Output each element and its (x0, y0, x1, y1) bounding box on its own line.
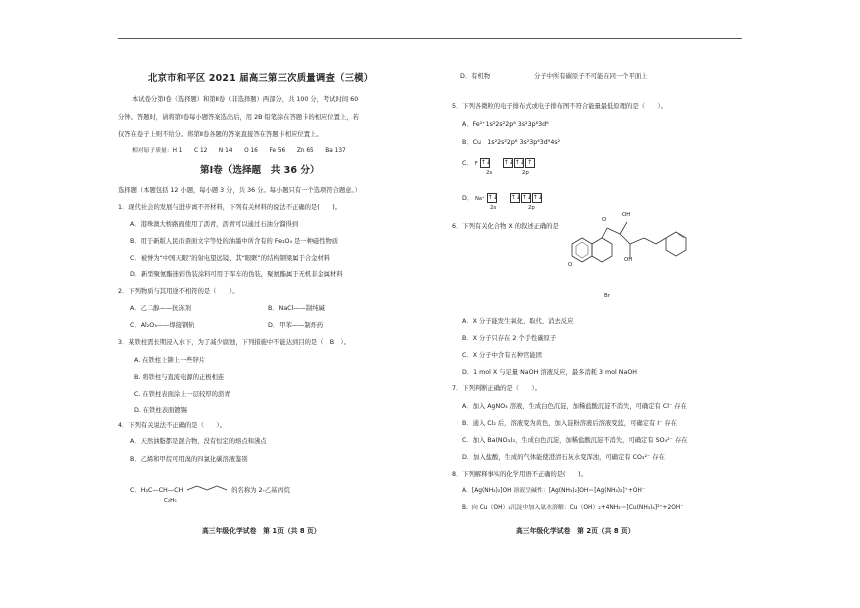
q5-stem: 5．下列各微粒的电子排布式或电子排布图不符合能量最低原理的是（ ）。 (452, 103, 667, 110)
q5-d-2p-box-3: ↑↓ (532, 194, 543, 201)
q8-stem: 8．下列解释事实的化学用语不正确的是( )。 (452, 471, 587, 478)
section-instructions: 选择题（本题包括 12 小题，每小题 3 分，共 36 分。每小题只有一个选项符合题意。） (118, 187, 361, 194)
q5-c-2p-box-2: ↑↓ (514, 159, 525, 166)
section-title: 第Ⅰ卷（选择题 共 36 分） (200, 165, 320, 176)
q5-d-2p-box-1: ↑↓ (510, 194, 521, 201)
intro-line-3: 仅答在卷子上则不给分。将第Ⅱ卷各题的答案直接答在答题卡相应位置上。 (118, 131, 323, 138)
q8-option-b: B．向 Cu（OH）₂沉淀中加入氨水溶解：Cu（OH）₂+4NH₃＝[Cu(NH₃)₄]²⁺+2OH⁻ (462, 505, 684, 511)
footer-page-1: 高三年级化学试卷 第 1页（共 8 页） (202, 527, 321, 535)
q3-option-a: A. 在铁柱上铆上一些锌片 (134, 357, 206, 364)
q6-label-oh-2: OH (624, 257, 633, 263)
footer-page-2: 高三年级化学试卷 第 2页（共 8 页） (516, 527, 635, 535)
q3-option-d: D. 在铁柱表面镀锡 (134, 407, 187, 414)
q5-option-d (462, 193, 543, 203)
q6-structure-icon (552, 212, 712, 274)
q5-c-2s-label: 2s (486, 170, 493, 176)
q5-option-c (462, 158, 536, 168)
q7-option-b: B．通入 Cl₂ 后，溶液变为黄色，加入淀粉溶液后溶液变蓝，可确定有 I⁻ 存在 (462, 420, 678, 427)
top-rule (118, 38, 742, 39)
q5-c-2s-box: ↑↓ (480, 159, 491, 166)
q4-option-c (130, 483, 290, 497)
q4-c-chain-icon (185, 483, 229, 497)
q5-option-a: A．Fe²⁺1s²2s²2p⁶ 3s²3p⁶3d⁶ (462, 121, 549, 128)
q7-option-a: A．加入 AgNO₃ 溶液，生成白色沉淀，加稀盐酸沉淀不消失，可确定有 Cl⁻ 存在 (462, 403, 687, 410)
q8-option-a: A．[Ag(NH₃)₂]OH 溶液呈碱性：[Ag(NH₃)₂]OH＝[Ag(NH₃)₂]⁺+OH⁻ (462, 488, 645, 494)
exam-title: 北京市和平区 2021 届高三第三次质量调查（三模） (148, 73, 374, 84)
q5-c-label: C． (462, 160, 473, 167)
intro-line-1: 本试卷分第Ⅰ卷（选择题）和第Ⅱ卷（非选择题）两部分，共 100 分，考试时间 60 (132, 96, 359, 103)
q6-option-d: D．1 mol X 与足量 NaOH 溶液反应，最多消耗 3 mol NaOH (462, 369, 638, 376)
q4-c-substituent: C₂H₅ (164, 498, 177, 504)
q1-stem: 1．现代社会的发展与进步离不开材料，下列有关材料的说法不正确的是( )。 (118, 204, 342, 211)
q6-option-a: A．X 分子能发生氧化、取代、消去反应 (462, 318, 574, 325)
q2-stem: 2．下列物质与其用途不相符的是（ ）。 (118, 288, 239, 295)
q5-d-2p-box-2: ↑↓ (521, 194, 532, 201)
q1-option-c: C．被誉为“中国天眼”的射电望远镜，其“眼眶”的结构钢梁属于合金材料 (130, 255, 331, 262)
q7-option-c: C．加入 Ba(NO₃)₂，生成白色沉淀，加稀盐酸沉淀不消失，可确定有 SO₄²⁻ 存在 (462, 437, 688, 444)
q5-d-label: D． (462, 195, 474, 202)
q7-option-d: D．加入盐酸，生成的气体能使澄清石灰水变浑浊，可确定有 CO₃²⁻ 存在 (462, 454, 665, 461)
q3-option-c: C. 在铁柱表面涂上一层较厚的沥青 (134, 391, 231, 398)
q5-d-2s-label: 2s (490, 205, 497, 211)
q6-label-o-1: O (602, 217, 607, 223)
q6-label-o-2: O (568, 262, 573, 268)
q1-option-a: A．港珠澳大桥路面使用了沥青，沥青可以通过石油分馏得到 (130, 221, 299, 228)
q5-option-b: B．Cu 1s²2s²2p⁶ 3s²3p⁶3d⁹4s² (462, 139, 561, 146)
q4-c-formula: C．H₃C—CH—CH (130, 487, 184, 494)
q5-c-element: F (474, 161, 478, 167)
q2-option-d: D．甲苯——制炸药 (268, 322, 324, 329)
q2-option-a: A．乙二醇——抗冻剂 (130, 305, 191, 312)
q6-label-oh-1: OH (622, 212, 631, 218)
q4-option-a: A．天然油脂都是混合物，没有恒定的熔点和沸点 (130, 438, 267, 445)
q4-option-b: B．乙烯和甲烷可用溴的四氯化碳溶液鉴别 (130, 456, 248, 463)
q1-option-b: B．用于新版人民币票面文字等处的油墨中所含有的 Fe₃O₄ 是一种磁性物质 (130, 238, 339, 245)
q6-option-b: B．X 分子只存在 2 个手性碳原子 (462, 335, 557, 342)
q6-stem: 6．下列有关化合物 X 的叙述正确的是 (452, 223, 559, 230)
q5-d-2s-box: ↑↓ (487, 194, 498, 201)
q4-stem: 4．下列有关说法不正确的是（ ）。 (118, 422, 226, 429)
q2-option-c: C．Al₂O₃——焊接钢轨 (130, 322, 195, 329)
q4-option-d: D．有机物 分子中所有碳原子不可能在同一个平面上 (460, 73, 648, 80)
q3-option-b: B. 将铁柱与直流电源的正极相连 (134, 374, 225, 381)
q2-option-b: B．NaCl——制纯碱 (268, 305, 325, 312)
q5-c-2p-label: 2p (522, 170, 529, 176)
q7-stem: 7．下列判断正确的是（ ）。 (452, 385, 542, 392)
q5-c-2p-box-1: ↑↓ (503, 159, 514, 166)
q6-option-c: C．X 分子中含有五种官能团 (462, 352, 542, 359)
q4-c-name: 的名称为 2-乙基丙烷 (231, 487, 290, 494)
q5-d-element: Na⁺ (475, 196, 485, 202)
atomic-masses: 相对原子质量：H 1 C 12 N 14 O 16 Fe 56 Zn 65 Ba 137 (132, 148, 346, 154)
q6-label-br: Br (604, 293, 610, 299)
q1-option-d: D．新型聚氨酯迷彩伪装涂料可用于军车的伪装，聚氨酯属于无机非金属材料 (130, 271, 343, 278)
q3-stem: 3．某铁柱需长期浸入水下，为了减少腐蚀，下列措施中不能达到目的是（ B ）。 (118, 339, 350, 346)
q5-c-2p-box-3: ↑ (525, 158, 535, 168)
intro-line-2: 分钟。答题时，请将第Ⅰ卷每小题答案选出后，用 2B 铅笔涂在答题卡的相应位置上，若 (118, 114, 359, 121)
q5-d-2p-label: 2p (528, 205, 535, 211)
